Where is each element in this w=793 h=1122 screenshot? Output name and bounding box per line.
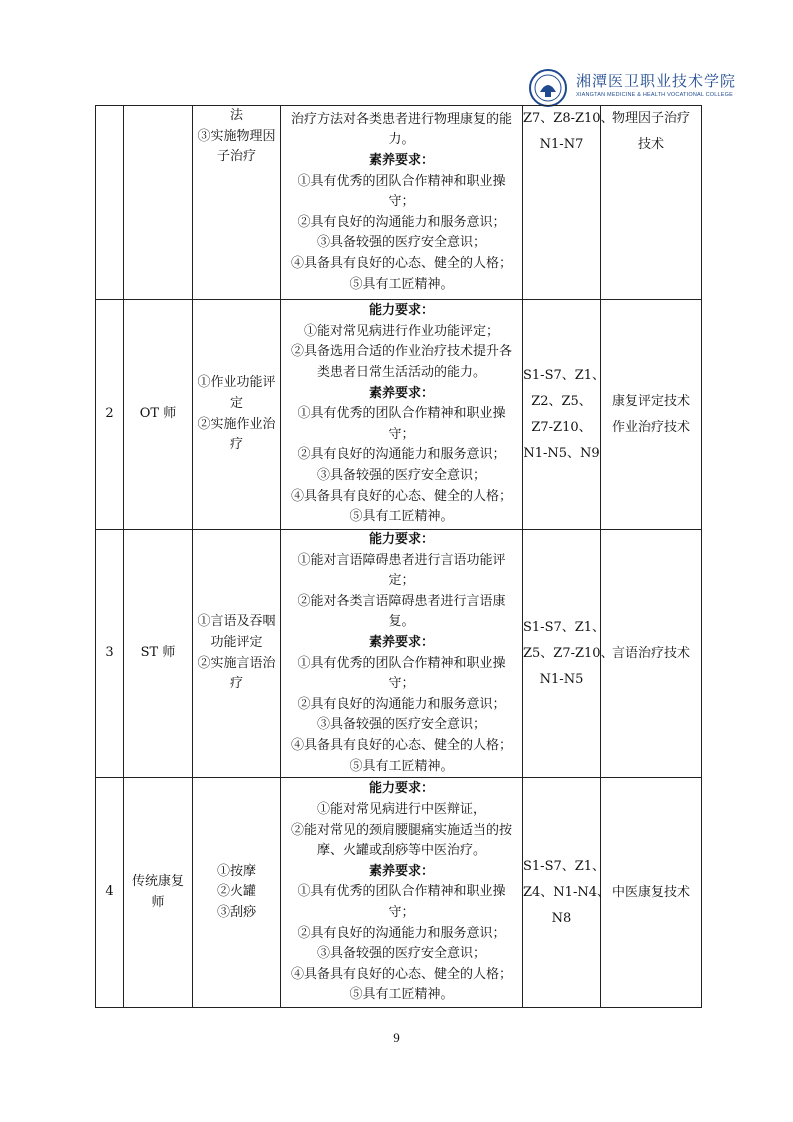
row-number: 3 xyxy=(96,530,124,778)
position-name: ST 师 xyxy=(124,530,193,778)
job-requirements-table xyxy=(95,105,702,1008)
requirement-heading: 素养要求： xyxy=(368,863,434,879)
requirement-line: ④具备具有良好的心态、健全的人格； xyxy=(290,255,512,271)
requirement-line: ④具备具有良好的心态、健全的人格； xyxy=(290,488,512,504)
ability-codes xyxy=(523,300,606,530)
supporting-courses xyxy=(601,530,702,778)
requirement-line: ②具有良好的沟通能力和服务意识； xyxy=(297,925,506,941)
work-content-line: ③刮痧 xyxy=(216,904,256,920)
requirements xyxy=(281,106,523,300)
work-content xyxy=(193,300,281,530)
work-content-line: ①言语及吞咽 xyxy=(197,614,276,630)
requirement-line: ②具有良好的沟通能力和服务意识； xyxy=(297,447,506,463)
requirement-line: 守； xyxy=(388,194,415,210)
ability-codes xyxy=(523,778,610,1008)
requirement-line: ①具有优秀的团队合作精神和职业操 xyxy=(297,173,506,189)
requirement-line: ②具备选用合适的作业治疗技术提升各 xyxy=(290,344,512,360)
course-name: 技术 xyxy=(637,137,664,152)
ability-code-line: Z7-Z10、 xyxy=(531,419,592,435)
requirement-heading: 能力要求： xyxy=(368,781,434,797)
position-name: OT 师 xyxy=(124,300,193,530)
ability-code-line: N1-N5、N9 xyxy=(523,445,600,461)
table-row xyxy=(96,300,702,530)
course-name: 中医康复技术 xyxy=(611,884,690,900)
work-content xyxy=(193,106,281,300)
requirement-line: ③具备较强的医疗安全意识； xyxy=(316,467,486,483)
requirement-line: ⑤具有工匠精神。 xyxy=(349,758,454,774)
requirement-line: ①能对常见病进行中医辩证， xyxy=(316,801,486,817)
school-name-en: XIANGTAN MEDICINE & HEALTH VOCATIONAL COLLEGE xyxy=(576,92,734,98)
requirement-line: 治疗方法对各类患者进行物理康复的能 xyxy=(290,111,512,127)
requirement-line: ③具备较强的医疗安全意识； xyxy=(316,235,486,251)
requirement-line: ②能对各类言语障碍患者进行言语康 xyxy=(297,593,506,609)
table-row xyxy=(96,530,702,778)
requirement-line: ②能对常见的颈肩腰腿痛实施适当的按 xyxy=(290,822,512,838)
course-name: 康复评定技术 xyxy=(611,393,690,409)
ability-code-line: N1-N7 xyxy=(539,137,584,152)
course-name: 言语治疗技术 xyxy=(611,645,690,661)
supporting-courses xyxy=(601,300,702,530)
requirements xyxy=(281,778,523,1008)
ability-codes xyxy=(523,106,614,300)
requirement-line: ⑤具有工匠精神。 xyxy=(349,987,454,1003)
requirement-line: 摩、火罐或刮痧等中医治疗。 xyxy=(316,843,486,859)
requirement-line: ⑤具有工匠精神。 xyxy=(349,509,454,525)
ability-code-line: Z2、Z5、 xyxy=(531,393,592,409)
row-number: 4 xyxy=(96,778,124,1008)
ability-codes xyxy=(523,530,614,778)
supporting-courses xyxy=(601,778,702,1008)
requirement-line: ④具备具有良好的心态、健全的人格； xyxy=(290,966,512,982)
requirement-line: ③具备较强的医疗安全意识； xyxy=(316,717,486,733)
requirement-line: ①具有优秀的团队合作精神和职业操 xyxy=(297,406,506,422)
requirements xyxy=(281,530,523,778)
work-content-line: 子治疗 xyxy=(216,149,256,165)
row-number xyxy=(96,106,124,300)
work-content-line: ②实施作业治 xyxy=(197,416,276,432)
requirement-line: 守； xyxy=(388,426,415,442)
requirement-line: 力。 xyxy=(388,132,415,148)
requirement-line: ③具备较强的医疗安全意识； xyxy=(316,946,486,962)
requirement-line: ①具有优秀的团队合作精神和职业操 xyxy=(297,655,506,671)
position-name xyxy=(124,106,193,300)
work-content-line: 定 xyxy=(229,395,243,411)
ability-code-line: N1-N5 xyxy=(539,671,584,687)
work-content xyxy=(193,778,281,1008)
requirement-heading: 素养要求： xyxy=(368,634,434,650)
work-content-line: ②火罐 xyxy=(216,884,256,900)
ability-code-line: Z5、Z7-Z10、 xyxy=(523,645,614,661)
requirement-line: 守； xyxy=(388,676,415,692)
work-content-line: ②实施言语治 xyxy=(197,655,276,671)
work-content-line: 疗 xyxy=(229,437,243,453)
requirement-line: ②具有良好的沟通能力和服务意识； xyxy=(297,214,506,230)
ability-code-line: S1-S7、Z1、 xyxy=(523,367,606,383)
requirement-line: ②具有良好的沟通能力和服务意识； xyxy=(297,696,506,712)
work-content-line: 法 xyxy=(229,108,243,123)
requirement-heading: 能力要求： xyxy=(368,532,434,547)
requirements xyxy=(281,300,523,530)
ability-code-line: Z7、Z8-Z10、 xyxy=(523,111,614,126)
requirement-line: ①具有优秀的团队合作精神和职业操 xyxy=(297,884,506,900)
requirement-line: ④具备具有良好的心态、健全的人格； xyxy=(290,737,512,753)
requirement-line: ⑤具有工匠精神。 xyxy=(349,276,454,292)
position-name: 传统康复师 xyxy=(124,778,193,1008)
requirement-line: 复。 xyxy=(388,614,415,630)
work-content-line: ③实施物理因 xyxy=(197,128,276,144)
requirement-heading: 素养要求： xyxy=(368,385,434,401)
work-content-line: 疗 xyxy=(229,676,243,692)
requirement-line: 守； xyxy=(388,904,415,920)
ability-code-line: N8 xyxy=(551,910,572,926)
work-content-line: 功能评定 xyxy=(210,634,263,650)
table-row xyxy=(96,778,702,1008)
requirement-line: ①能对言语障碍患者进行言语功能评 xyxy=(297,552,506,568)
requirement-heading: 能力要求： xyxy=(368,303,434,319)
requirement-line: ①能对常见病进行作业功能评定； xyxy=(303,323,499,339)
table-row xyxy=(96,106,702,300)
ability-code-line: S1-S7、Z1、 xyxy=(523,619,606,635)
work-content-line: ①按摩 xyxy=(216,863,256,879)
work-content-line: ①作业功能评 xyxy=(197,375,276,391)
course-name: 物理因子治疗 xyxy=(611,111,690,126)
requirement-line: 定； xyxy=(388,573,415,589)
page-number: 9 xyxy=(393,1030,400,1045)
ability-code-line: S1-S7、Z1、 xyxy=(523,858,606,874)
row-number: 2 xyxy=(96,300,124,530)
college-seal-icon xyxy=(528,68,568,108)
supporting-courses xyxy=(601,106,702,300)
course-name: 作业治疗技术 xyxy=(611,419,690,435)
school-name-cn: 湘潭医卫职业技术学院 xyxy=(576,72,737,90)
requirement-line: 类患者日常生活活动的能力。 xyxy=(316,365,486,381)
ability-code-line: Z4、N1-N4、 xyxy=(523,884,610,900)
work-content xyxy=(193,530,281,778)
requirement-heading: 素养要求： xyxy=(368,153,434,169)
